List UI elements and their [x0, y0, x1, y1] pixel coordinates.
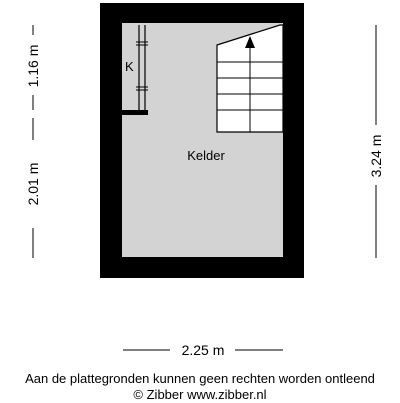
dimension-label-right: 3.24 m	[368, 134, 384, 178]
dimension-label-left-lower: 2.01 m	[25, 162, 41, 206]
closet-bottom-wall	[122, 110, 148, 115]
copyright-text: © Zibber www.zibber.nl	[133, 387, 267, 402]
footer	[0, 371, 400, 403]
dimension-label-bottom: 2.25 m	[181, 342, 225, 358]
dimension-label-left-upper: 1.16 m	[25, 44, 41, 88]
room-label-kelder: Kelder	[187, 148, 225, 163]
disclaimer-text: Aan de plattegronden kunnen geen rechten worden ontleend	[25, 371, 375, 386]
closet-label: K	[125, 59, 134, 74]
